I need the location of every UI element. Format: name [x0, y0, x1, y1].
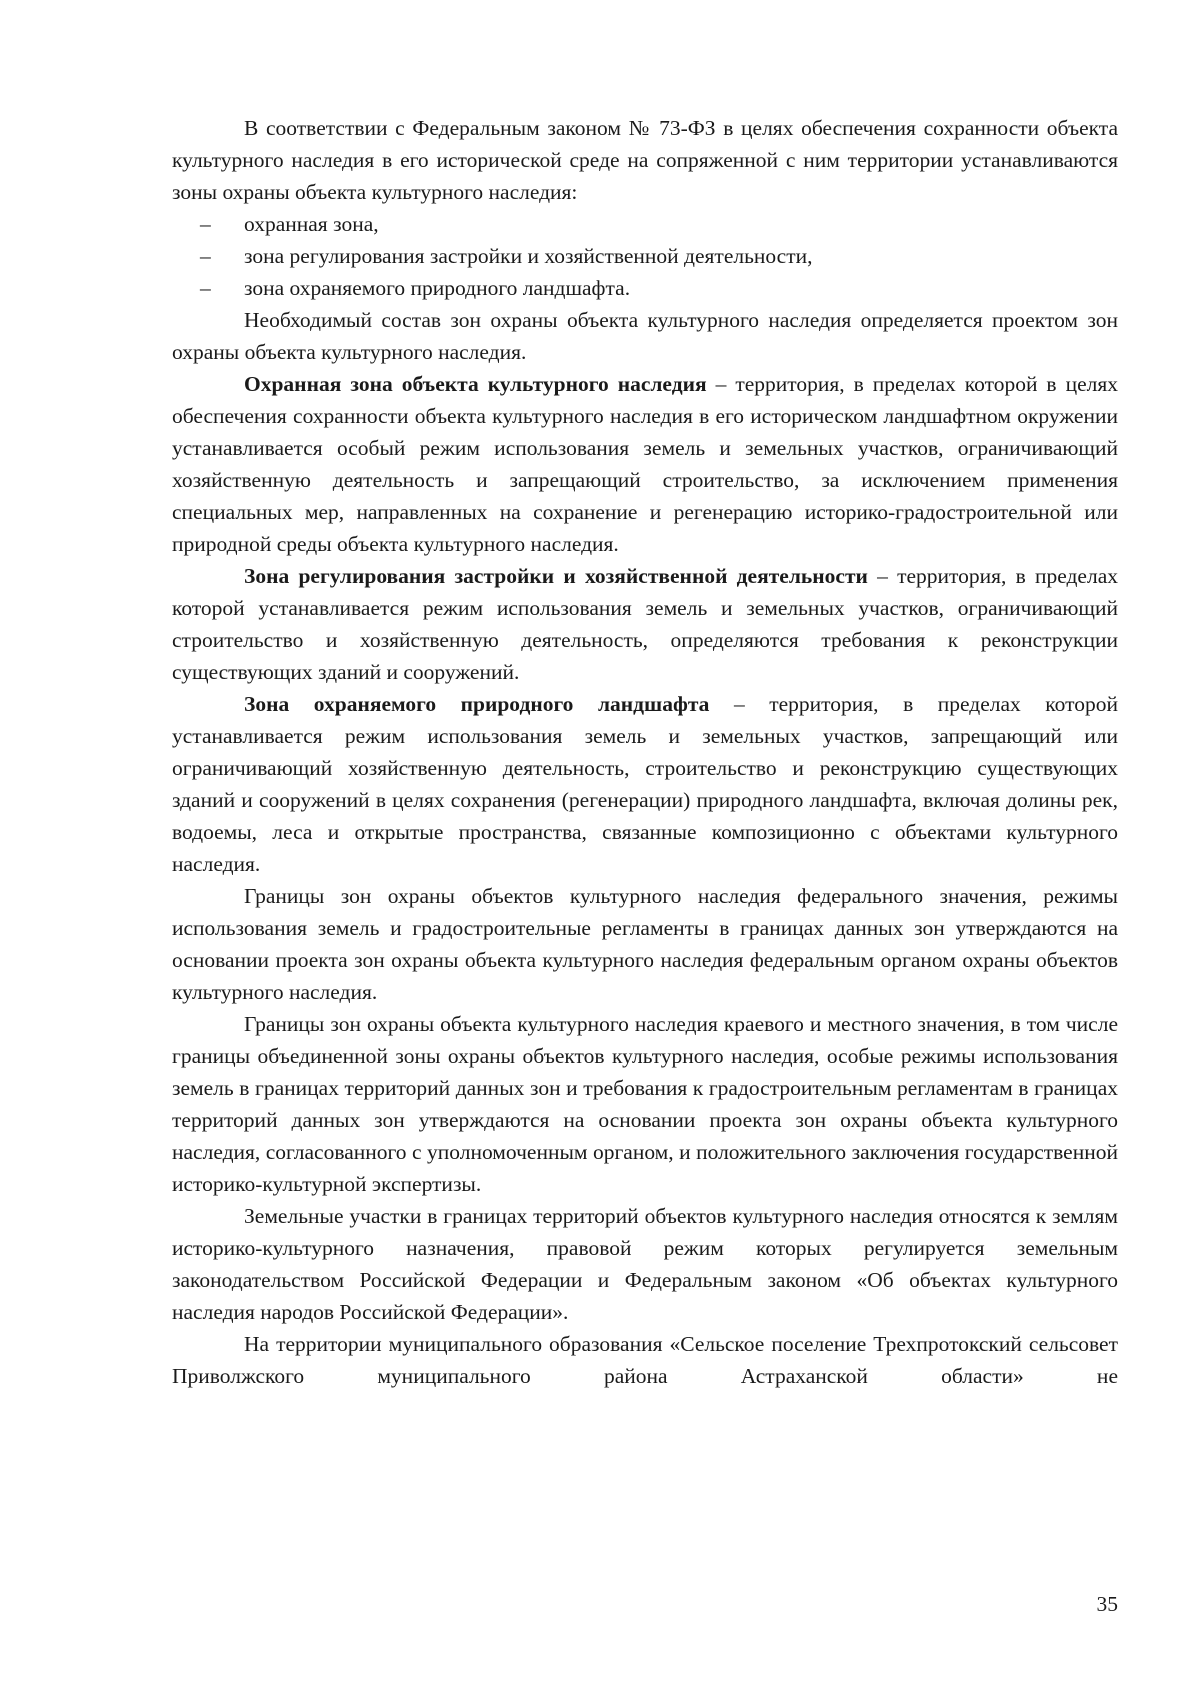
definition-text: – территория, в пределах которой устанавливается режим использования земель и земельных участков, ограничивающий строительство и хозяйственную деятельность, определяются требования к реконструкции существующих зданий и сооружений. — [172, 564, 1118, 684]
paragraph-definition-protection-zone — [172, 368, 1118, 560]
list-item-text: зона регулирования застройки и хозяйственной деятельности, — [244, 244, 813, 268]
list-item — [172, 240, 1118, 272]
zone-list — [172, 208, 1118, 304]
list-item-text: охранная зона, — [244, 212, 379, 236]
list-item-text: зона охраняемого природного ландшафта. — [244, 276, 631, 300]
paragraph-land-plots: Земельные участки в границах территорий объектов культурного наследия относятся к землям историко-культурного назначения, правовой режим которых регулируется земельным законодательством Российской Федерации и Федеральным законом «Об объектах культурного наследия народов Российской Федерации». — [172, 1204, 1118, 1324]
paragraph-definition-regulation-zone — [172, 560, 1118, 688]
paragraph-territory: На территории муниципального образования «Сельское поселение Трехпротокский сельсовет Приволжского муниципального района Астраханской области» не — [172, 1332, 1118, 1388]
paragraph-intro: В соответствии с Федеральным законом № 73-ФЗ в целях обеспечения сохранности объекта культурного наследия в его исторической среде на сопряженной с ним территории устанавливаются зоны охраны объекта культурного наследия: — [172, 116, 1118, 204]
paragraph-definition-landscape-zone — [172, 688, 1118, 880]
paragraph-federal-boundaries: Границы зон охраны объектов культурного наследия федерального значения, режимы использования земель и градостроительные регламенты в границах данных зон утверждаются на основании проекта зон охраны объекта культурного наследия федеральным органом охраны объектов культурного наследия. — [172, 884, 1118, 1004]
definition-text: – территория, в пределах которой устанавливается режим использования земель и земельных участков, запрещающий или ограничивающий хозяйственную деятельность, строительство и реконструкцию существующих зданий и сооружений в целях сохранения (регенерации) природного ландшафта, включая долины рек, водоемы, леса и открытые пространства, связанные композиционно с объектами культурного наследия. — [172, 692, 1118, 876]
list-dash: – — [200, 212, 211, 236]
list-item — [172, 208, 1118, 240]
paragraph-regional-boundaries: Границы зон охраны объекта культурного наследия краевого и местного значения, в том числе границы объединенной зоны охраны объектов культурного наследия, особые режимы использования земель в границах территорий данных зон и требования к градостроительным регламентам в границах территорий данных зон утверждаются на основании проекта зон охраны объекта культурного наследия, согласованного с уполномоченным органом, и положительного заключения государственной историко-культурной экспертизы. — [172, 1012, 1118, 1196]
definition-term: Охранная зона объекта культурного наследия — [244, 372, 707, 396]
list-dash: – — [200, 276, 211, 300]
list-item — [172, 272, 1118, 304]
definition-term: Зона охраняемого природного ландшафта — [244, 692, 710, 716]
definition-text: – территория, в пределах которой в целях обеспечения сохранности объекта культурного наследия в его историческом ландшафтном окружении устанавливается особый режим использования земель и земельных участков, ограничивающий хозяйственную деятельность и запрещающий строительство, за исключением применения специальных мер, направленных на сохранение и регенерацию историко-градостроительной или природной среды объекта культурного наследия. — [172, 372, 1118, 556]
page-number: 35 — [1096, 1592, 1118, 1616]
document-body — [172, 112, 1118, 1392]
definition-term: Зона регулирования застройки и хозяйственной деятельности — [244, 564, 868, 588]
paragraph-composition: Необходимый состав зон охраны объекта культурного наследия определяется проектом зон охраны объекта культурного наследия. — [172, 308, 1118, 364]
list-dash: – — [200, 244, 211, 268]
